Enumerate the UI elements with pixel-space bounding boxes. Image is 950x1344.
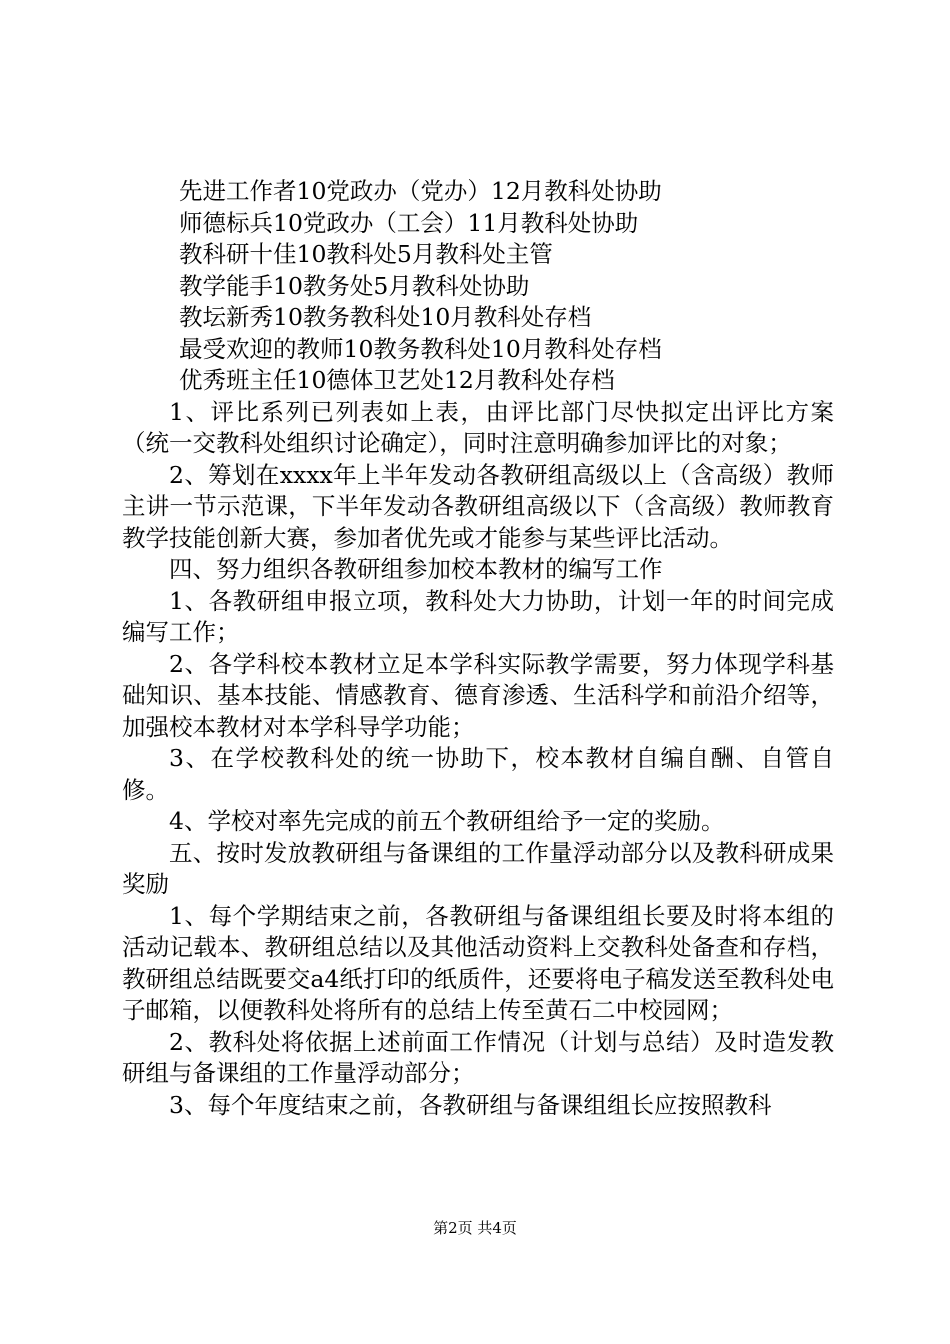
table-row: 教坛新秀10教务教科处10月教科处存档 — [179, 303, 592, 331]
table-row: 教学能手10教务处5月教科处协助 — [179, 271, 530, 300]
paragraph: 2、各学科校本教材立足本学科实际教学需要，努力体现学科基础知识、基本技能、情感教育、德育渗透、生活科学和前沿介绍等，加强校本教材对本学科导学功能； — [122, 649, 834, 741]
paragraph: 1、评比系列已列表如上表，由评比部门尽快拟定出评比方案（统一交教科处组织讨论确定），同时注意明确参加评比的对象； — [122, 397, 834, 457]
paragraph: 3、在学校教科处的统一协助下，校本教材自编自酬、自管自修。 — [122, 744, 834, 804]
paragraph: 1、各教研组申报立项，教科处大力协助，计划一年的时间完成编写工作； — [122, 586, 834, 646]
section-heading: 五、按时发放教研组与备课组的工作量浮动部分以及教科研成果奖励 — [122, 838, 834, 898]
table-row: 教科研十佳10教科处5月教科处主管 — [179, 240, 553, 268]
document-body — [122, 176, 834, 1121]
table-row: 师德标兵10党政办（工会）11月教科处协助 — [179, 208, 639, 237]
paragraph: 2、教科处将依据上述前面工作情况（计划与总结）及时造发教研组与备课组的工作量浮动部分； — [122, 1027, 834, 1087]
paragraph: 1、每个学期结束之前，各教研组与备课组组长要及时将本组的活动记载本、教研组总结以及其他活动资料上交教科处备查和存档，教研组总结既要交a4纸打印的纸质件，还要将电子稿发送至教科处电子邮箱，以便教科处将所有的总结上传至黄石二中校园网； — [122, 901, 834, 1024]
table-row: 先进工作者10党政办（党办）12月教科处协助 — [179, 177, 662, 205]
paragraph: 4、学校对率先完成的前五个教研组给予一定的奖励。 — [169, 807, 725, 835]
table-row: 最受欢迎的教师10教务教科处10月教科处存档 — [179, 334, 662, 363]
table-row: 优秀班主任10德体卫艺处12月教科处存档 — [179, 366, 615, 394]
page-footer: 第2页 共4页 — [433, 1219, 517, 1237]
paragraph: 2、筹划在xxxx年上半年发动各教研组高级以上（含高级）教师主讲一节示范课，下半年发动各教研组高级以下（含高级）教师教育教学技能创新大赛，参加者优先或才能参与某些评比活动。 — [122, 460, 834, 552]
paragraph: 3、每个年度结束之前，各教研组与备课组组长应按照教科 — [169, 1090, 772, 1119]
section-heading: 四、努力组织各教研组参加校本教材的编写工作 — [169, 555, 663, 583]
